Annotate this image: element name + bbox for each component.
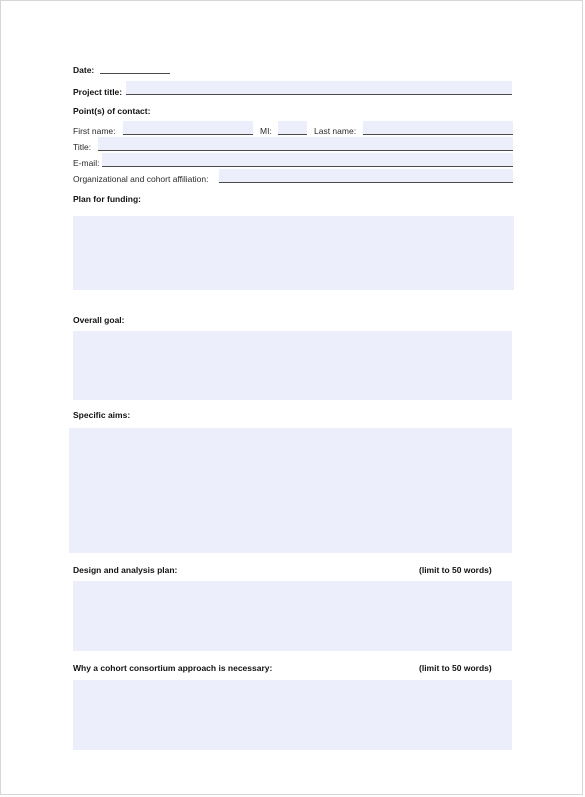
last-name-label: Last name:	[314, 126, 357, 136]
design-analysis-label: Design and analysis plan:	[73, 565, 178, 575]
plan-for-funding-textarea[interactable]	[73, 216, 514, 290]
specific-aims-label: Specific aims:	[73, 410, 131, 420]
email-field[interactable]	[102, 153, 513, 167]
project-title-label: Project title:	[73, 87, 123, 97]
date-field[interactable]	[100, 61, 170, 74]
specific-aims-textarea[interactable]	[69, 428, 512, 553]
first-name-label: First name:	[73, 126, 116, 136]
cohort-approach-label: Why a cohort consortium approach is necessary:	[73, 663, 273, 673]
overall-goal-label: Overall goal:	[73, 315, 125, 325]
title-label: Title:	[73, 142, 92, 152]
cohort-approach-textarea[interactable]	[73, 680, 512, 750]
title-field[interactable]	[98, 137, 513, 151]
design-analysis-textarea[interactable]	[73, 581, 512, 651]
project-title-field[interactable]	[126, 81, 512, 95]
email-label: E-mail:	[73, 158, 100, 168]
last-name-field[interactable]	[363, 121, 513, 135]
plan-for-funding-label: Plan for funding:	[73, 194, 141, 204]
affiliation-label: Organizational and cohort affiliation:	[73, 174, 209, 184]
contact-heading: Point(s) of contact:	[73, 106, 151, 116]
mi-label: MI:	[260, 126, 272, 136]
date-label: Date:	[73, 65, 95, 75]
mi-field[interactable]	[278, 121, 307, 135]
cohort-word-limit: (limit to 50 words)	[419, 663, 492, 673]
first-name-field[interactable]	[123, 121, 253, 135]
affiliation-field[interactable]	[219, 169, 513, 183]
design-word-limit: (limit to 50 words)	[419, 565, 492, 575]
overall-goal-textarea[interactable]	[73, 331, 512, 400]
